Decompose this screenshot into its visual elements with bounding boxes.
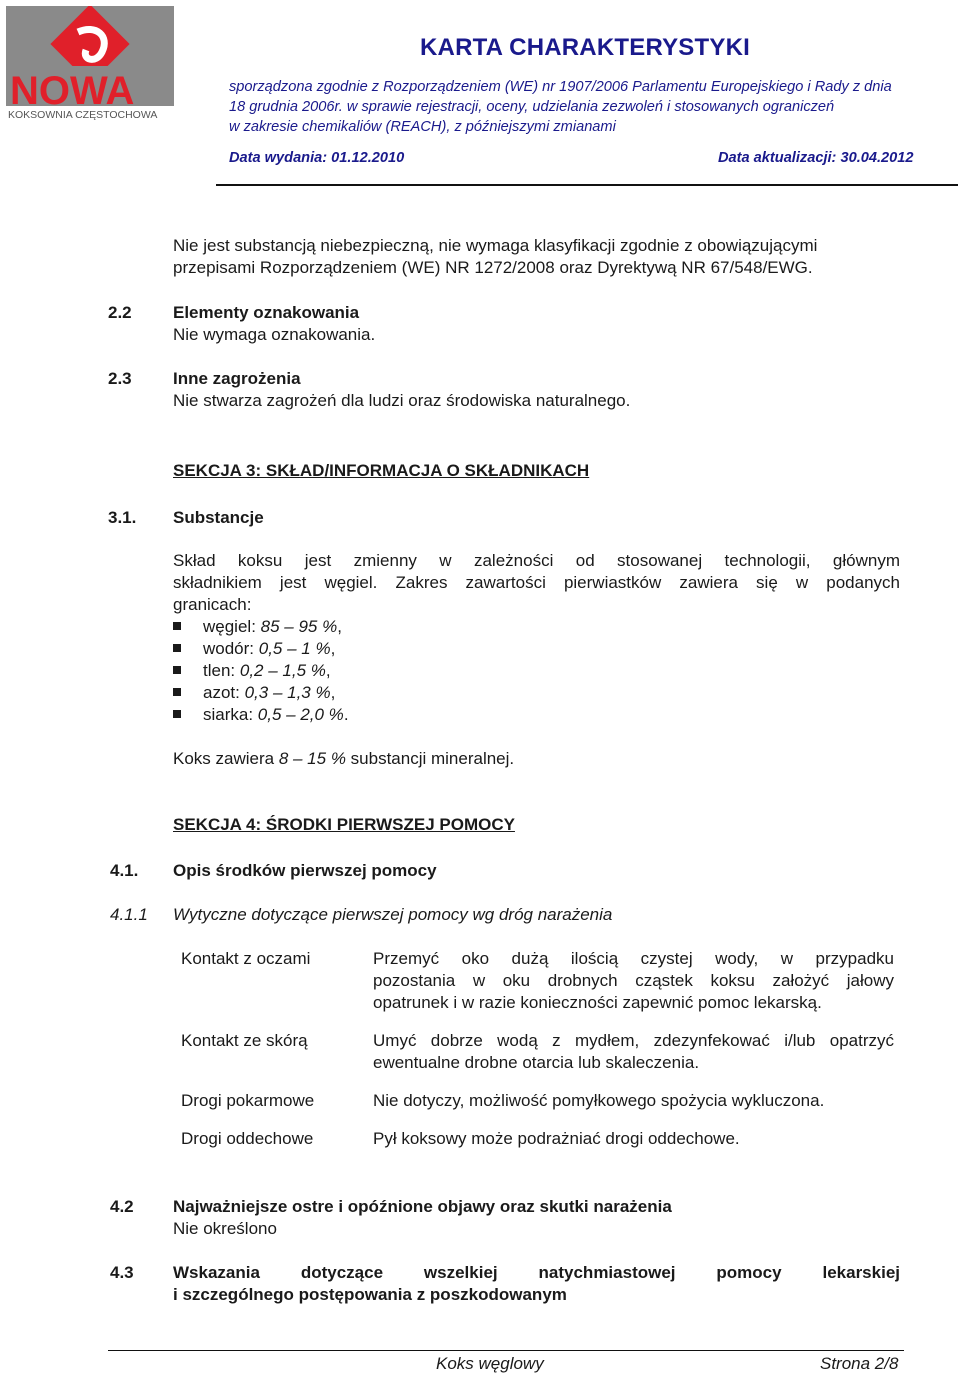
footer-product: Koks węglowy [436,1354,544,1373]
logo-subtext: KOKSOWNIA CZĘSTOCHOWA [8,109,158,121]
section-number: 2.2 [108,303,132,322]
section-4-heading: SEKCJA 4: ŚRODKI PIERWSZEJ POMOCY [173,815,515,834]
route-label: Drogi pokarmowe [181,1091,315,1110]
text-line: przepisami Rozporządzeniem (WE) NR 1272/2008 oraz Dyrektywą NR 67/548/EWG. [173,258,813,277]
document-title: KARTA CHARAKTERYSTYKI [420,34,750,61]
issue-date: Data wydania: 01.12.2010 [229,150,405,166]
section-text: Nie określono [173,1219,277,1238]
route-label: Kontakt z oczami [181,949,311,968]
route-label: Drogi oddechowe [181,1129,314,1148]
section-title: Substancje [173,508,264,527]
bullet-icon [173,622,181,630]
logo-text: NOWA [10,69,135,113]
route-instructions: Przemyć oko dużą ilością czystej wody, w przypadku pozostania w oku drobnych cząstek koksu założyć jałowy opatrunek i w razie konieczności zapewnić pomoc lekarską. [373,949,894,1012]
bullet-icon [173,666,181,674]
route-instructions: Umyć dobrze wodą z mydłem, zdezynfekować i/lub opatrzyć ewentualne drobne otarcia lub skaleczenia. [373,1031,894,1072]
section-number: 3.1. [108,508,137,527]
element-list [173,616,349,726]
list-item: wodór: 0,5 – 1 %, [173,638,349,660]
section-number: 4.1. [110,861,139,880]
subtitle-line: 18 grudnia 2006r. w sprawie rejestracji, oceny, udzielania zezwoleń i stosowanych ograniczeń [229,99,835,115]
classification-note [173,235,817,279]
route-label: Kontakt ze skórą [181,1031,308,1050]
text-line: Nie jest substancją niebezpieczną, nie wymaga klasyfikacji zgodnie z obowiązującymi [173,236,818,255]
list-item: tlen: 0,2 – 1,5 %, [173,660,349,682]
section-title: Wytyczne dotyczące pierwszej pomocy wg dróg narażenia [173,905,613,924]
text-line: składnikiem jest węgiel. Zakres zawartości pierwiastków zawiera się w podanych [173,573,900,592]
list-item: siarka: 0,5 – 2,0 %. [173,704,349,726]
section-text: Nie wymaga oznakowania. [173,325,376,344]
section-number: 2.3 [108,369,132,388]
bullet-icon [173,688,181,696]
section-title: Inne zagrożenia [173,369,301,388]
company-logo [6,6,174,122]
logo-emblem-icon [6,6,174,122]
subtitle-line: sporządzona zgodnie z Rozporządzeniem (WE) nr 1907/2006 Parlamentu Europejskiego i Rady z dnia [229,79,892,95]
section-title: Wskazania dotyczące wszelkiej natychmiastowej pomocy lekarskiej i szczególnego postępowania z poszkodowanym [173,1263,900,1304]
route-instructions: Nie dotyczy, możliwość pomyłkowego spożycia wykluczona. [373,1091,825,1110]
mineral-content: Koks zawiera 8 – 15 % substancji mineralnej. [173,749,515,768]
section-title: Elementy oznakowania [173,303,360,322]
bullet-icon [173,644,181,652]
footer-page-number: Strona 2/8 [820,1354,899,1373]
section-number: 4.2 [110,1197,134,1216]
header-divider [216,184,958,186]
list-item: azot: 0,3 – 1,3 %, [173,682,349,704]
footer-divider [108,1350,904,1351]
document-subtitle [229,77,954,137]
composition-paragraph [173,550,900,616]
section-title: Opis środków pierwszej pomocy [173,861,437,880]
section-number: 4.3 [110,1263,134,1282]
route-instructions: Pył koksowy może podrażniać drogi oddechowe. [373,1129,740,1148]
text-line: Skład koksu jest zmienny w zależności od stosowanej technologii, głównym [173,551,900,570]
bullet-icon [173,710,181,718]
subtitle-line: w zakresie chemikaliów (REACH), z późniejszymi zmianami [229,119,616,135]
list-item: węgiel: 85 – 95 %, [173,616,349,638]
section-3-heading: SEKCJA 3: SKŁAD/INFORMACJA O SKŁADNIKACH [173,461,590,480]
text-line: granicach: [173,595,252,614]
section-number: 4.1.1 [110,905,148,924]
section-title: Najważniejsze ostre i opóźnione objawy oraz skutki narażenia [173,1197,672,1216]
update-date: Data aktualizacji: 30.04.2012 [718,150,914,166]
section-text: Nie stwarza zagrożeń dla ludzi oraz środowiska naturalnego. [173,391,631,410]
